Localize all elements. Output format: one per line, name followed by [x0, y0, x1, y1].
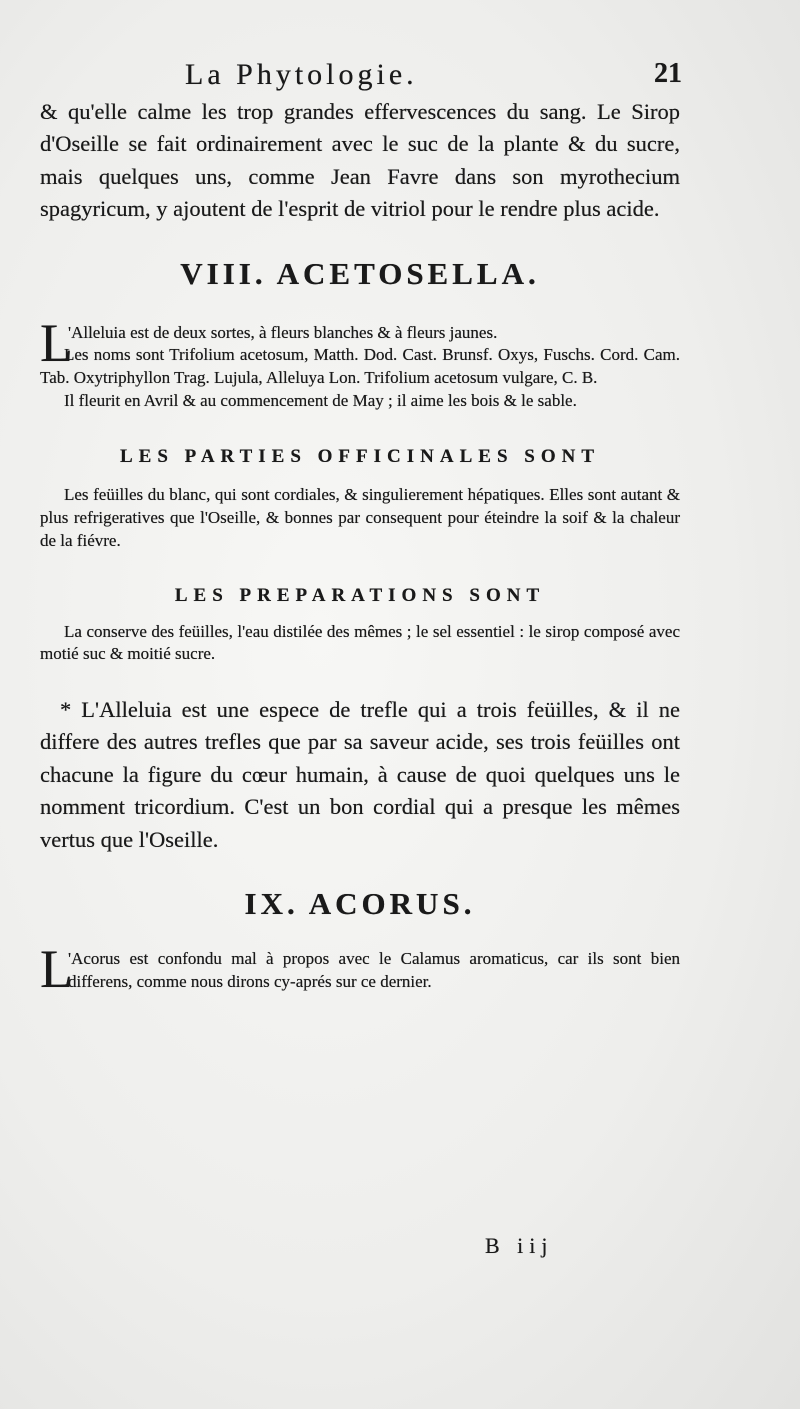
preparations-text: La conserve des feüilles, l'eau distilée des mêmes ; le sel essentiel : le sirop composé avec motié suc & moitié sucre.	[40, 621, 680, 664]
continuation-paragraph: & qu'elle calme les trop grandes effervescences du sang. Le Sirop d'Oseille se fait ordinairement avec le suc de la plante & du sucre, mais quelques uns, comme Jean Favre dans son myrothecium spagyricum, y ajoutent de l'esprit de vitriol pour le rendre plus acide.	[40, 99, 680, 222]
alleluia-note: * L'Alleluia est une espece de trefle qui a trois feüilles, & il ne differe des autres trefles que par sa saveur acide, ses trois feüilles ont chacune la figure du cœur humain, à cause de quoi quelques uns le nomment tricordium. C'est un bon cordial qui a presque les mêmes vertus que l'Oseille.	[40, 696, 680, 852]
parts-heading: LES PARTIES OFFICINALES SONT	[119, 446, 601, 468]
page-number: 21	[654, 58, 682, 89]
acetosella-flowering: Il fleurit en Avril & au commencement de May ; il aime les bois & le sable.	[64, 390, 577, 410]
preparations-heading: LES PREPARATIONS SONT	[174, 584, 546, 606]
acetosella-intro-text: 'Alleluia est de deux sortes, à fleurs blanches & à fleurs jaunes.	[68, 322, 498, 342]
drop-cap: L	[40, 938, 73, 999]
signature-mark: B iij	[485, 1233, 554, 1258]
section-title-acetosella: VIII. ACETOSELLA.	[180, 255, 540, 291]
page-body	[40, 96, 680, 999]
acetosella-names: Les noms sont Trifolium acetosum, Matth. Dod. Cast. Brunsf. Oxys, Fuschs. Cord. Cam. Tab. Oxytriphyllon Trag. Lujula, Alleluya Lon. Trifolium acetosum vulgare, C. B.	[40, 345, 680, 388]
running-title: La Phytologie.	[185, 58, 418, 91]
drop-cap: L	[40, 312, 73, 373]
acorus-intro	[40, 938, 680, 999]
parts-text: Les feüilles du blanc, qui sont cordiales, & singulierement hépatiques. Elles sont autant & plus refrigeratives que l'Oseille, & bonnes par consequent pour éteindre la soif & la chaleur de la fiévre.	[40, 485, 680, 550]
acorus-intro-text: 'Acorus est confondu mal à propos avec le Calamus aromaticus, car ils sont bien differens, comme nous dirons cy-aprés sur ce dernier.	[68, 948, 680, 991]
section-title-acorus: IX. ACORUS.	[244, 885, 476, 921]
running-head	[0, 58, 800, 98]
